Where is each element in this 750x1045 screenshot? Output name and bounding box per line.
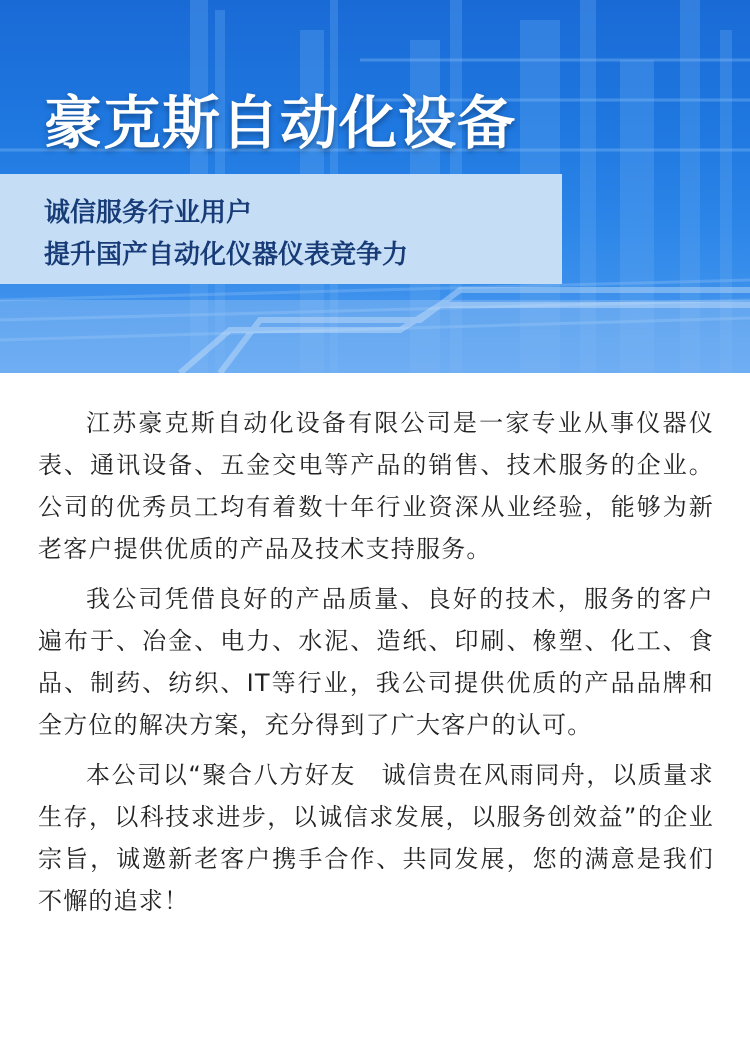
intro-paragraph: 江苏豪克斯自动化设备有限公司是一家专业从事仪器仪表、通讯设备、五金交电等产品的销售、技术服务的企业。公司的优秀员工均有着数十年行业资深从业经验，能够为新老客户提供优质的产品及技术支持服务。	[38, 409, 714, 563]
intro-paragraph: 我公司凭借良好的产品质量、良好的技术，服务的客户遍布于、冶金、电力、水泥、造纸、印刷、橡塑、化工、食品、制药、纺织、IT等行业，我公司提供优质的产品品牌和全方位的解决方案，充分得到了广大客户的认可。	[38, 585, 714, 739]
intro-paragraph: 本公司以“聚合八方好友 诚信贵在风雨同舟，以质量求生存，以科技求进步，以诚信求发展，以服务创效益”的企业宗旨，诚邀新老客户携手合作、共同发展，您的满意是我们不懈的追求！	[38, 761, 714, 915]
hero-banner	[0, 0, 750, 373]
page-title: 豪克斯自动化设备	[44, 89, 517, 157]
tagline-line-2: 提升国产自动化仪器仪表竞争力	[44, 240, 409, 270]
tagline-line-1: 诚信服务行业用户	[44, 198, 253, 228]
company-intro	[38, 402, 714, 930]
